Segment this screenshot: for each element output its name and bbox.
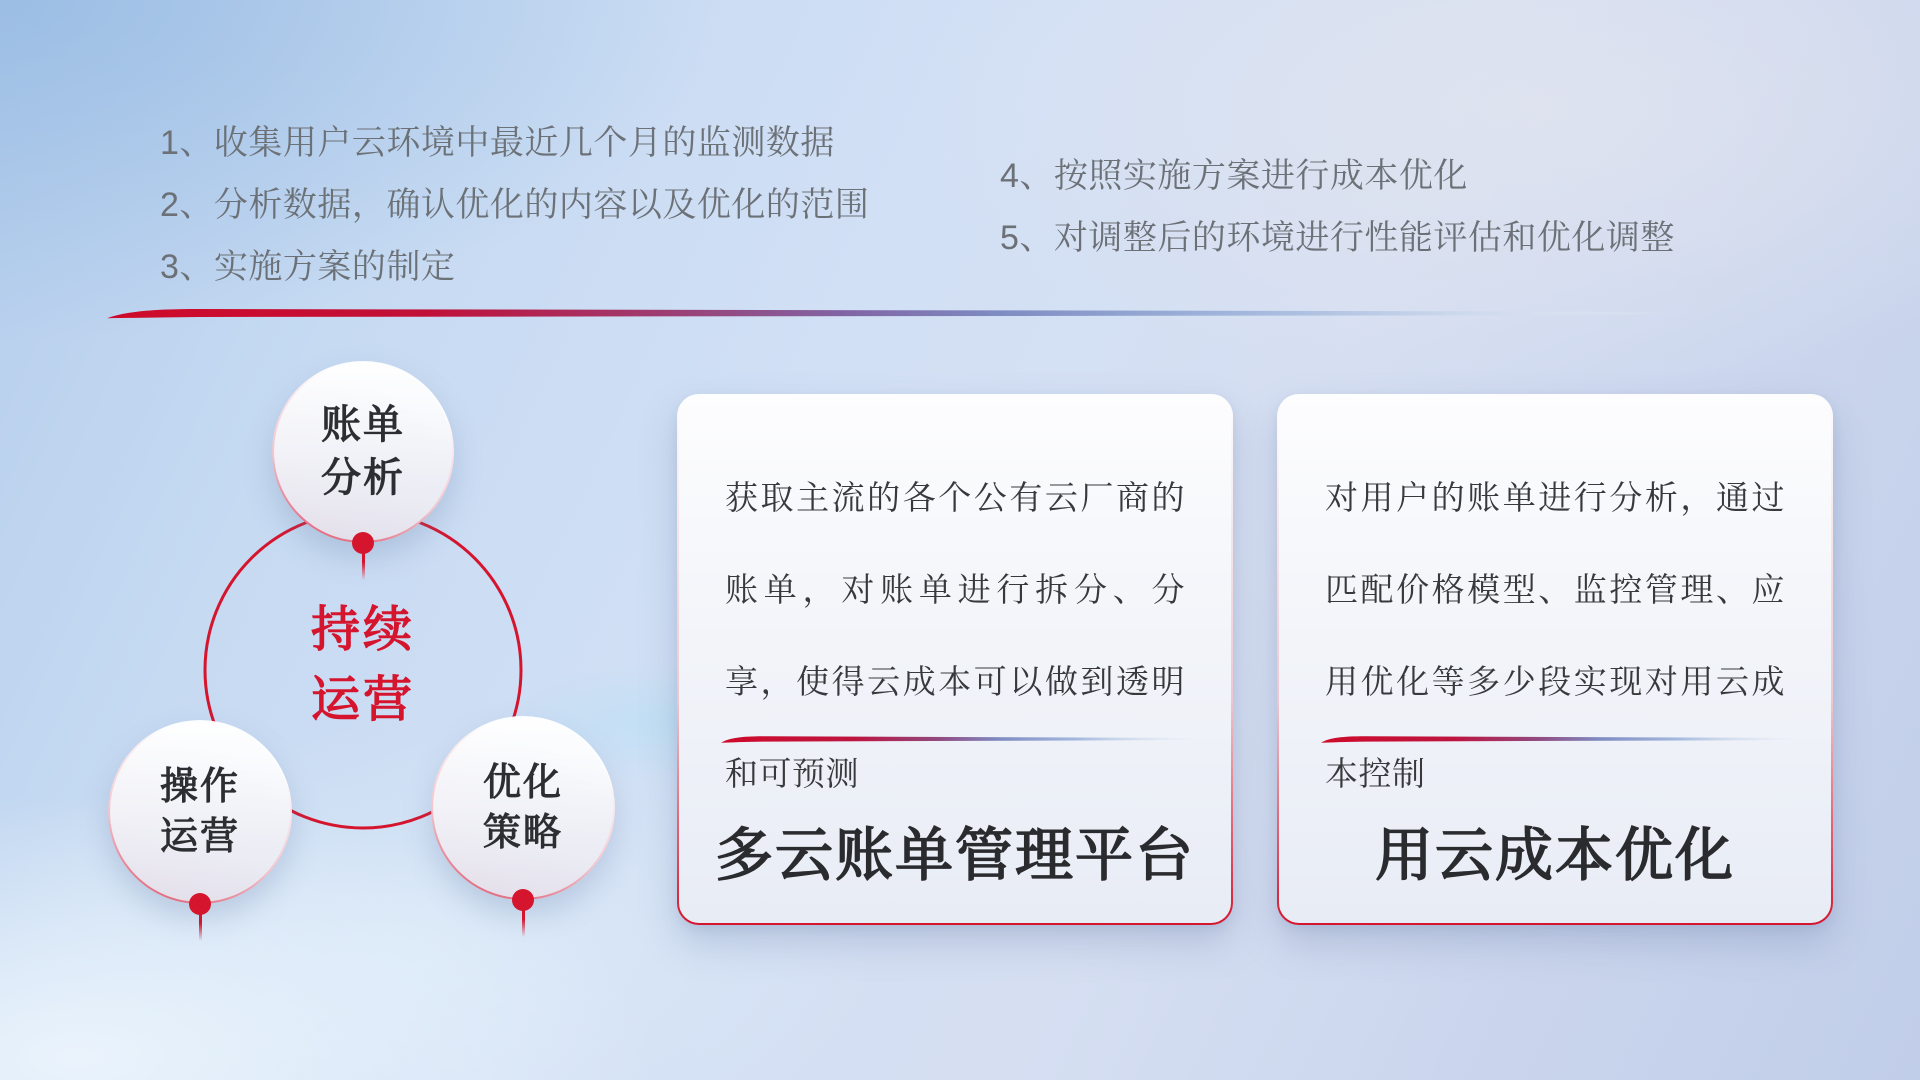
node-bill-analysis <box>272 361 454 543</box>
node-label: 优化 <box>482 761 563 804</box>
node-optimization-strategy <box>431 716 615 900</box>
step-item-3: 3、实施方案的制定 <box>160 248 456 286</box>
cycle-diagram <box>60 340 640 1000</box>
step-item-1: 1、收集用户云环境中最近几个月的监测数据 <box>160 124 835 162</box>
connector-dot-top <box>352 532 374 554</box>
node-label: 账单 <box>321 403 405 448</box>
cycle-center-line: 运营 <box>310 672 415 727</box>
cycle-center-label <box>253 596 473 735</box>
node-label: 策略 <box>482 812 563 854</box>
card-title: 用云成本优化 <box>1374 823 1735 888</box>
card-multicloud-billing <box>677 394 1233 925</box>
connector-dot-right <box>512 889 534 911</box>
cycle-center-line: 持续 <box>310 603 415 657</box>
card-title: 多云账单管理平台 <box>714 823 1195 888</box>
section-divider-swoosh <box>95 306 1715 320</box>
step-item-2: 2、分析数据，确认优化的内容以及优化的范围 <box>160 186 870 224</box>
step-item-4: 4、按照实施方案进行成本优化 <box>1000 157 1468 195</box>
card-divider-swoosh <box>1313 734 1805 744</box>
step-list-right <box>1000 145 1675 269</box>
node-operation <box>108 720 292 904</box>
card-body-text: 获取主流的各个公有云厂商的账单，对账单进行拆分、分享，使得云成本可以做到透明和可预测 <box>725 479 1185 792</box>
node-label: 分析 <box>321 456 405 500</box>
card-divider-swoosh <box>713 734 1205 744</box>
card-cost-optimization <box>1277 394 1833 925</box>
node-label: 操作 <box>159 765 240 808</box>
card-body-text: 对用户的账单进行分析，通过匹配价格模型、监控管理、应用优化等多少段实现对用云成本控制 <box>1325 479 1785 792</box>
connector-dot-left <box>189 893 211 915</box>
step-item-5: 5、对调整后的环境进行性能评估和优化调整 <box>1000 219 1675 257</box>
node-label: 运营 <box>159 816 240 858</box>
step-list-left <box>160 112 869 298</box>
